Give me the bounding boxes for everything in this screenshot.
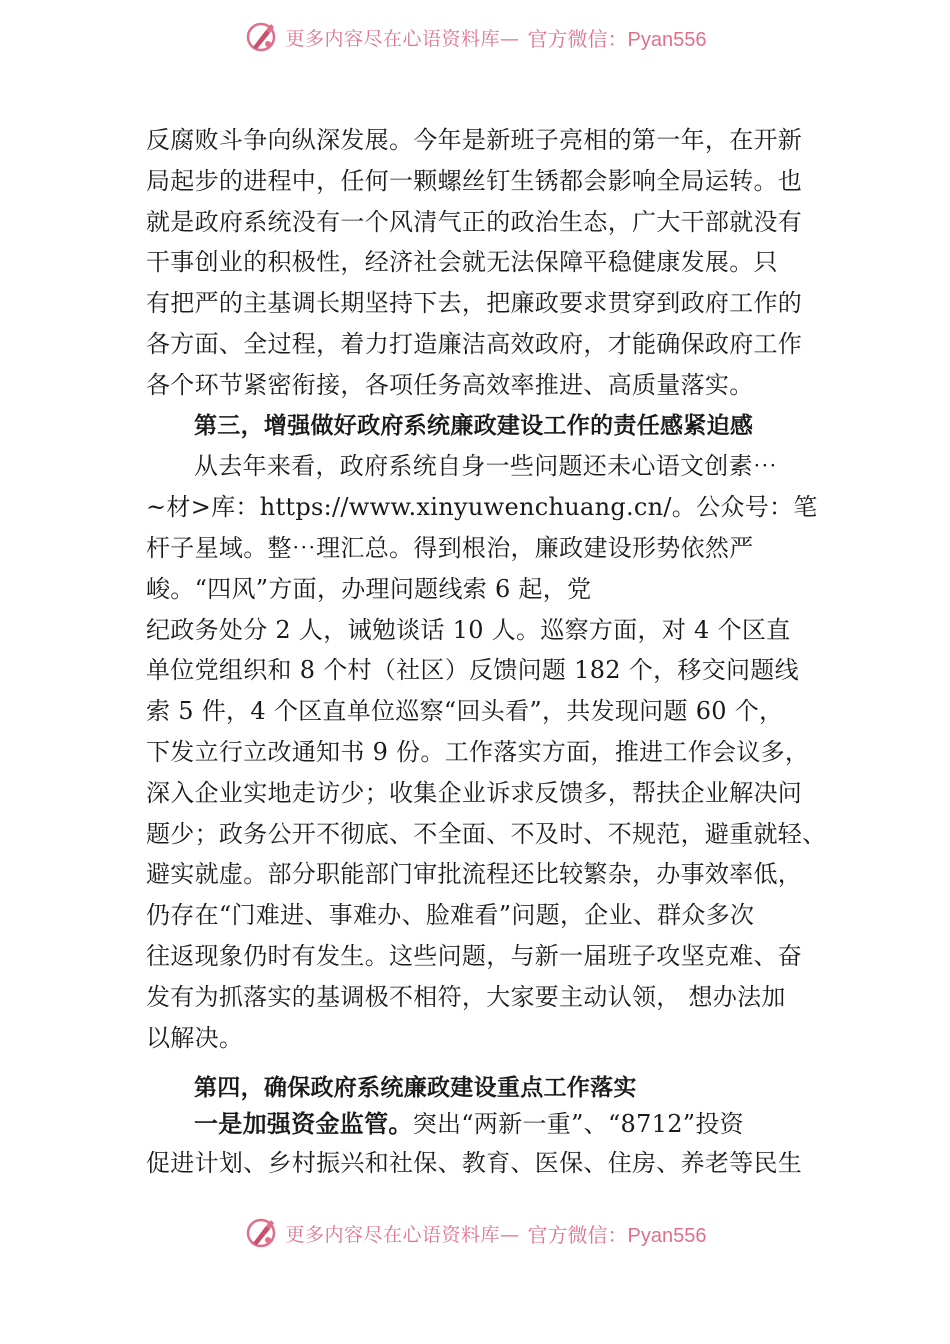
watermark-wechat-text: 官方微信：Pyan556 — [527, 28, 707, 51]
text-line: 发有为抓落实的基调极不相符，大家要主动认领， 想办法加 — [146, 982, 786, 1011]
text-line: 促进计划、乡村振兴和社保、教育、医保、住房、养老等民生 — [146, 1149, 803, 1178]
text-line: 纪政务处分 2 人，诫勉谈话 10 人。巡察方面，对 4 个区直 — [146, 615, 791, 644]
text-line: 索 5 件，4 个区直单位巡察“回头看”，共发现问题 60 个， — [146, 697, 784, 726]
watermark-wechat-text: 官方微信：Pyan556 — [527, 1224, 707, 1247]
watermark-banner-bottom — [0, 1208, 950, 1258]
text-line: 从去年来看，政府系统自身一些问题还未心语文创素⋯ — [194, 452, 778, 481]
text-line: 反腐败斗争向纵深发展。今年是新班子亮相的第一年，在开新 — [146, 126, 803, 154]
item-lead-rest: 突出“两新一重”、“8712”投资 — [412, 1110, 744, 1139]
text-line: 往返现象仍时有发生。这些问题，与新一届班子攻坚克难、奋 — [146, 941, 803, 970]
text-line: 峻。“四风”方面，办理问题线索 6 起，党 — [146, 574, 592, 603]
item-lead-bold: 一是加强资金监管。 — [194, 1110, 413, 1139]
text-line: 有把严的主基调长期坚持下去，把廉政要求贯穿到政府工作的 — [146, 289, 803, 318]
section-heading-third: 第三，增强做好政府系统廉政建设工作的责任感紧迫感 — [194, 412, 754, 439]
text-line — [146, 1109, 846, 1143]
text-line: 就是政府系统没有一个风清气正的政治生态，广大干部就没有 — [146, 207, 803, 236]
watermark-banner-top — [0, 12, 950, 62]
text-line: 杆子星域。整⋯理汇总。得到根治，廉政建设形势依然严 — [146, 533, 754, 562]
text-line: 题少；政务公开不彻底、不全面、不及时、不规范，避重就轻、 — [146, 819, 827, 848]
text-line: 避实就虚。部分职能部门审批流程还比较繁杂，办事效率低， — [146, 860, 803, 889]
section-heading-fourth: 第四，确保政府系统廉政建设重点工作落实 — [194, 1075, 637, 1102]
text-line: 下发立行立改通知书 9 份。工作落实方面，推进工作会议多， — [146, 737, 810, 766]
document-body — [146, 120, 846, 1184]
watermark-brand-text: 更多内容尽在心语资料库— — [285, 27, 520, 50]
text-line: 各个环节紧密衔接，各项任务高效率推进、高质量落实。 — [146, 370, 754, 399]
text-line: ~材>库：https://www.xinyuwenchuang.cn/。公众号：笔 — [146, 493, 818, 522]
pen-circle-logo-icon — [244, 1216, 278, 1250]
text-line: 以解决。 — [146, 1023, 244, 1052]
watermark-brand-text: 更多内容尽在心语资料库— — [285, 1223, 520, 1246]
text-line: 局起步的进程中，任何一颗螺丝钉生锈都会影响全局运转。也 — [146, 166, 803, 195]
text-line: 单位党组织和 8 个村（社区）反馈问题 182 个，移交问题线 — [146, 656, 799, 685]
text-line: 仍存在“门难进、事难办、脸难看”问题，企业、群众多次 — [146, 901, 755, 930]
pen-circle-logo-icon — [244, 20, 278, 54]
text-line: 干事创业的积极性，经济社会就无法保障平稳健康发展。只 — [146, 248, 778, 277]
text-line: 各方面、全过程，着力打造廉洁高效政府，才能确保政府工作 — [146, 329, 803, 358]
text-line: 深入企业实地走访少；收集企业诉求反馈多，帮扶企业解决问 — [146, 778, 803, 807]
